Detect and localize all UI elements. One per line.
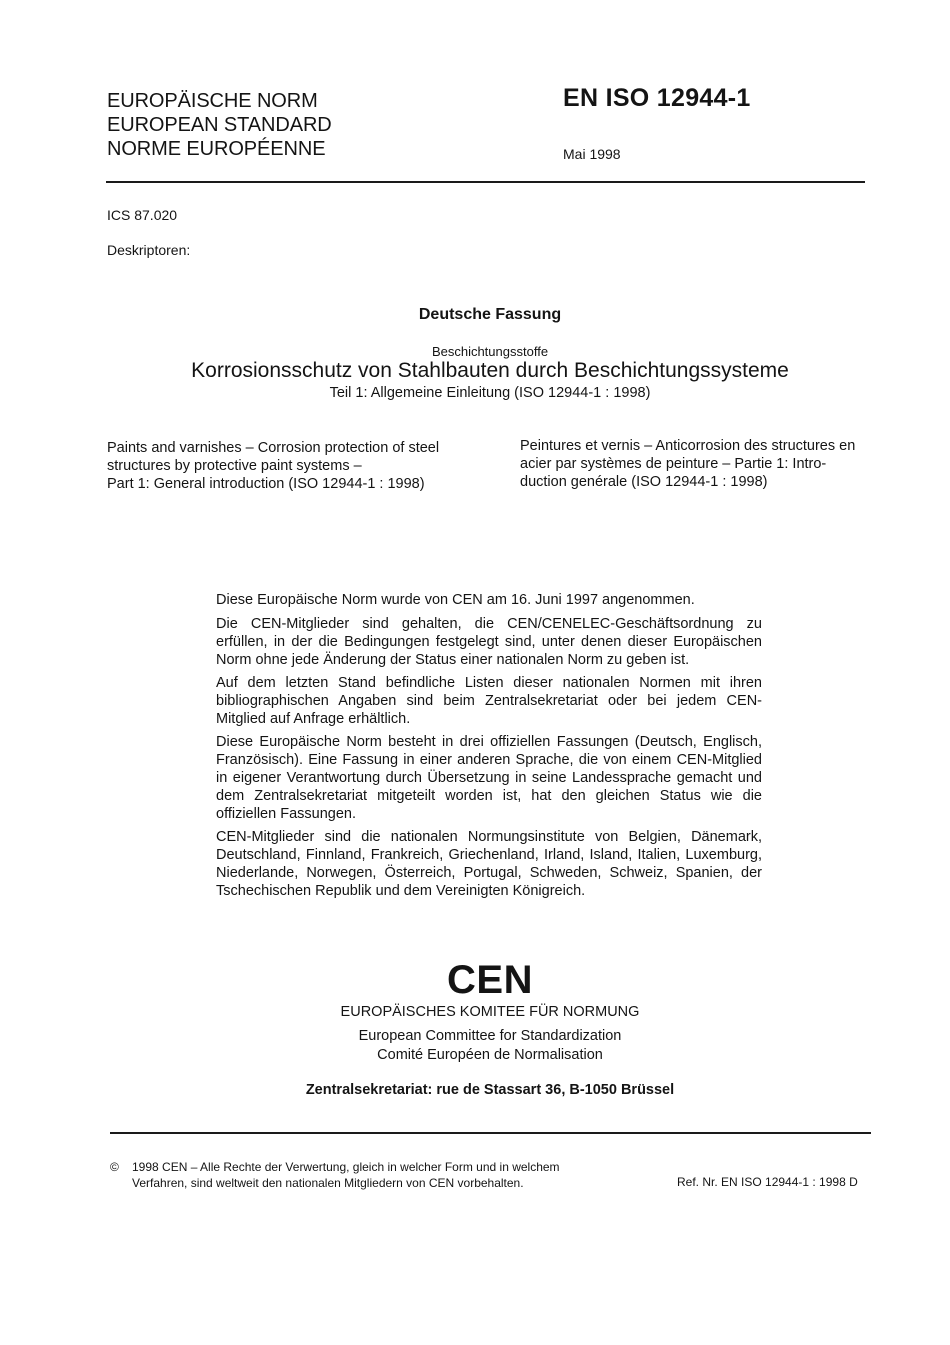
norm-title-en: EUROPEAN STANDARD (107, 114, 332, 136)
french-title-line: Peintures et vernis – Anticorrosion des structures en (520, 438, 856, 454)
english-title-line: Part 1: General introduction (ISO 12944-1 : 1998) (107, 476, 425, 492)
french-title (520, 437, 890, 491)
norm-titles (107, 89, 332, 161)
paragraph: Diese Europäische Norm wurde von CEN am 16. Juni 1997 angenommen. (216, 592, 695, 608)
paragraph: Auf dem letzten Stand befindliche Listen dieser nationalen Normen mit ihren bibliographischen Angaben sind beim Zentralsekretariat oder bei jedem CEN-Mitglied auf Anfrage erhältlich. (216, 675, 762, 727)
footer-divider (110, 1132, 871, 1134)
subject-label: Beschichtungsstoffe (431, 344, 549, 359)
cen-address: Zentralsekretariat: rue de Stassart 36, B-1050 Brüssel (305, 1082, 675, 1098)
cen-name-en: European Committee for Standardization (358, 1028, 622, 1044)
paragraph: CEN-Mitglieder sind die nationalen Normungsinstitute von Belgien, Dänemark, Deutschland, Finnland, Frankreich, Griechenland, Irland, Island, Italien, Luxemburg, Niederlande, Norwegen, Österreich, Portugal, Schweden, Schweiz, Spanien, der Tschechischen Republik und dem Vereinigten Königreich. (216, 829, 762, 899)
document-title: Korrosionsschutz von Stahlbauten durch Beschichtungssysteme (191, 359, 789, 382)
publication-date: Mai 1998 (563, 146, 621, 162)
version-label: Deutsche Fassung (418, 306, 562, 323)
english-title-line: Paints and varnishes – Corrosion protection of steel (107, 440, 440, 456)
ics-code: ICS 87.020 (107, 207, 178, 223)
copyright-notice (110, 1159, 560, 1191)
copyright-line: Verfahren, sind weltweit den nationalen Mitgliedern von CEN vorbehalten. (132, 1176, 524, 1190)
cen-logo: CEN (447, 958, 533, 1002)
paragraph: Die CEN-Mitglieder sind gehalten, die CEN/CENELEC-Geschäftsordnung zu erfüllen, in der die Bedingungen festgelegt sind, unter denen dieser Europäischen Norm ohne jede Änderung der Status einer nationalen Norm zu geben ist. (216, 616, 762, 668)
cen-name-fr: Comité Européen de Normalisation (377, 1047, 603, 1063)
copyright-icon: © (110, 1160, 119, 1174)
cen-name-de: EUROPÄISCHES KOMITEE FÜR NORMUNG (340, 1004, 640, 1020)
norm-title-fr: NORME EUROPÉENNE (107, 138, 326, 160)
paragraph: Diese Europäische Norm besteht in drei offiziellen Fassungen (Deutsch, Englisch, Französisch). Eine Fassung in einer anderen Sprache, die von einem CEN-Mitglied in eigener Verantwortung durch Übersetzung in seine Landessprache gemacht und dem Zentralsekretariat mitgeteilt worden ist, hat den gleichen Status wie die offiziellen Fassungen. (216, 734, 762, 822)
french-title-line: acier par systèmes de peinture – Partie 1: Intro- (520, 456, 827, 472)
copyright-line: 1998 CEN – Alle Rechte der Verwertung, gleich in welcher Form und in welchem (132, 1160, 560, 1174)
standard-number: EN ISO 12944-1 (563, 84, 751, 112)
english-title (107, 439, 507, 493)
french-title-line: duction genérale (ISO 12944-1 : 1998) (520, 474, 768, 490)
adoption-notice (216, 591, 762, 905)
header-divider (106, 181, 865, 183)
part-title: Teil 1: Allgemeine Einleitung (ISO 12944-1 : 1998) (329, 385, 651, 401)
english-title-line: structures by protective paint systems – (107, 458, 362, 474)
descriptors-label: Deskriptoren: (107, 242, 191, 258)
norm-title-de: EUROPÄISCHE NORM (107, 90, 318, 112)
reference-number: Ref. Nr. EN ISO 12944-1 : 1998 D (677, 1175, 858, 1189)
